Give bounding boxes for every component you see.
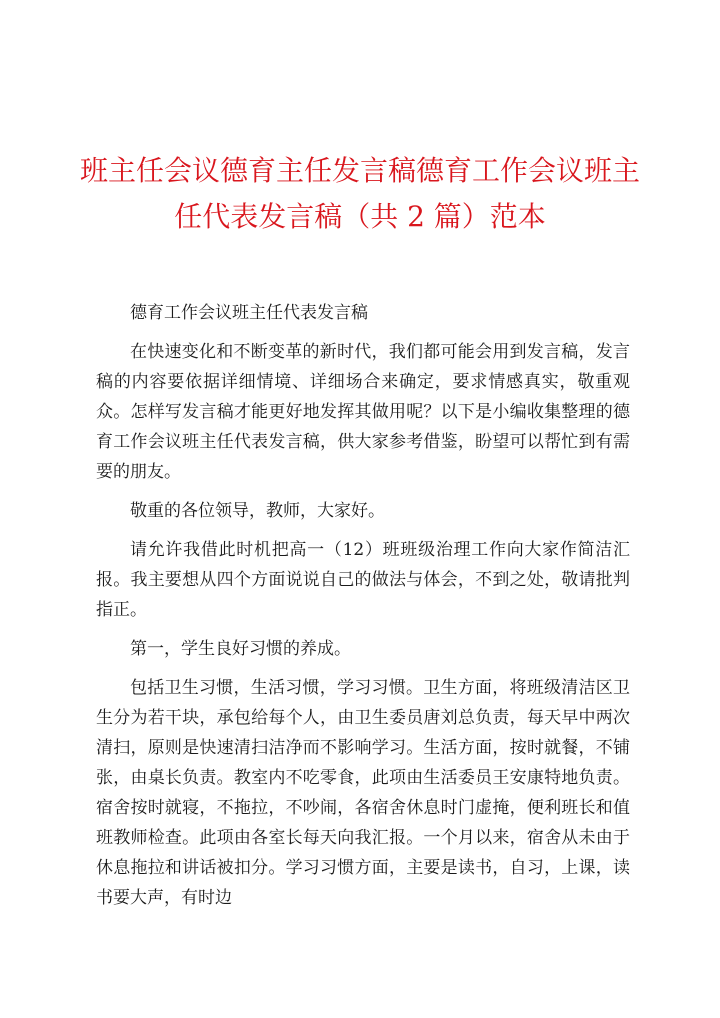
paragraph-section-heading: 第一，学生良好习惯的养成。: [130, 639, 351, 659]
document-title: [60, 148, 660, 240]
paragraph-subtitle: 德育工作会议班主任代表发言稿: [130, 303, 368, 323]
paragraph-intro: 在快速变化和不断变革的新时代，我们都可能会用到发言稿，发言稿的内容要依据详细情境、详细场合来确定，要求情感真实，敬重观众。怎样写发言稿才能更好地发挥其做用呢？以下是小编收集整理的德育工作会议班主任代表发言稿，供大家参考借鉴，盼望可以帮忙到有需要的朋友。: [96, 342, 630, 482]
title-line-1: 班主任会议德育主任发言稿德育工作会议班主: [79, 154, 640, 187]
paragraph-report: 请允许我借此时机把高一（12）班班级治理工作向大家作简洁汇报。我主要想从四个方面说说自己的做法与体会，不到之处，敬请批判指正。: [96, 540, 630, 620]
title-line-2: 任代表发言稿（共 2 篇）范本: [174, 200, 546, 233]
paragraph-habits: 包括卫生习惯，生活习惯，学习习惯。卫生方面，将班级清洁区卫生分为若干块，承包给每个人，由卫生委员唐刘总负责，每天早中两次清扫，原则是快速清扫洁净而不影响学习。生活方面，按时就餐，不铺张，由桌长负责。教室内不吃零食，此项由生活委员王安康特地负责。宿舍按时就寝，不拖拉，不吵闹，各宿舍休息时门虚掩，便利班长和值班教师检查。此项由各室长每天向我汇报。一个月以来，宿舍从未由于休息拖拉和讲话被扣分。学习习惯方面，主要是读书，自习，上课，读书要大声，有时边: [96, 678, 630, 908]
document-body: [96, 298, 630, 922]
paragraph-greeting: 敬重的各位领导，教师，大家好。: [130, 501, 385, 521]
